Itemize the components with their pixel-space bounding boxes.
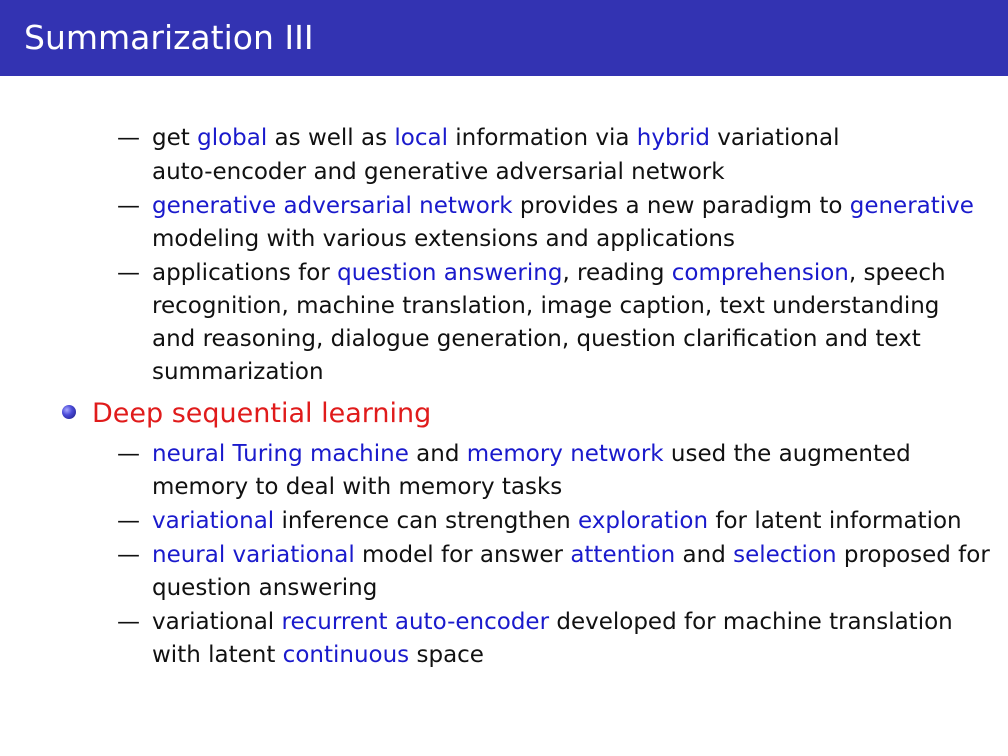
- item-2-line-2: modeling with various extensions and applications: [152, 226, 735, 252]
- text: variational: [152, 609, 282, 635]
- text: , reading: [562, 260, 672, 286]
- keyword: recurrent auto-encoder: [281, 609, 550, 635]
- item-6-line-2: question answering: [152, 575, 378, 601]
- keyword: continuous: [282, 642, 410, 668]
- text: developed for machine translation: [549, 609, 953, 635]
- item-3-line-2: recognition, machine translation, image caption, text understanding: [152, 293, 940, 319]
- keyword: neural variational: [152, 542, 355, 568]
- item-3-line-4: summarization: [152, 359, 324, 385]
- item-4-line-1: [152, 443, 911, 466]
- item-7-line-1: [152, 611, 953, 634]
- text: variational: [710, 125, 840, 151]
- item-5-line-1: [152, 510, 962, 533]
- keyword: generative: [849, 193, 974, 219]
- item-4-line-2: memory to deal with memory tasks: [152, 474, 563, 500]
- section-heading: Deep sequential learning: [92, 398, 432, 429]
- keyword: global: [197, 125, 268, 151]
- item-3-line-1: [152, 262, 946, 285]
- item-1-line-2: auto-encoder and generative adversarial network: [152, 159, 725, 185]
- item-6-line-1: [152, 544, 990, 567]
- keyword: attention: [570, 542, 676, 568]
- text: for latent information: [708, 508, 962, 534]
- dash-bullet: —: [117, 260, 140, 286]
- dash-bullet: —: [117, 441, 140, 467]
- keyword: exploration: [578, 508, 709, 534]
- text: used the augmented: [663, 441, 911, 467]
- text: applications for: [152, 260, 338, 286]
- text: space: [409, 642, 484, 668]
- text: model for answer: [354, 542, 571, 568]
- item-3-line-3: and reasoning, dialogue generation, question clarification and text: [152, 326, 921, 352]
- text: as well as: [267, 125, 395, 151]
- text: inference can strengthen: [274, 508, 579, 534]
- keyword: hybrid: [636, 125, 710, 151]
- keyword: comprehension: [671, 260, 849, 286]
- keyword: neural Turing machine: [152, 441, 409, 467]
- keyword: question answering: [337, 260, 563, 286]
- text: provides a new paradigm to: [512, 193, 850, 219]
- text: with latent: [152, 642, 283, 668]
- keyword: generative adversarial network: [152, 193, 513, 219]
- keyword: memory network: [466, 441, 664, 467]
- text: get: [152, 125, 198, 151]
- text: and: [675, 542, 734, 568]
- keyword: selection: [733, 542, 837, 568]
- dash-bullet: —: [117, 542, 140, 568]
- ball-bullet-icon: [62, 405, 76, 419]
- item-1-line-1: [152, 127, 840, 150]
- dash-bullet: —: [117, 508, 140, 534]
- item-2-line-1: [152, 195, 974, 218]
- text: , speech: [848, 260, 946, 286]
- keyword: variational: [152, 508, 275, 534]
- text: and: [408, 441, 467, 467]
- dash-bullet: —: [117, 125, 140, 151]
- text: proposed for: [836, 542, 990, 568]
- text: information via: [447, 125, 637, 151]
- item-7-line-2: [152, 644, 484, 667]
- dash-bullet: —: [117, 193, 140, 219]
- dash-bullet: —: [117, 609, 140, 635]
- keyword: local: [394, 125, 448, 151]
- slide-title: Summarization III: [24, 18, 314, 57]
